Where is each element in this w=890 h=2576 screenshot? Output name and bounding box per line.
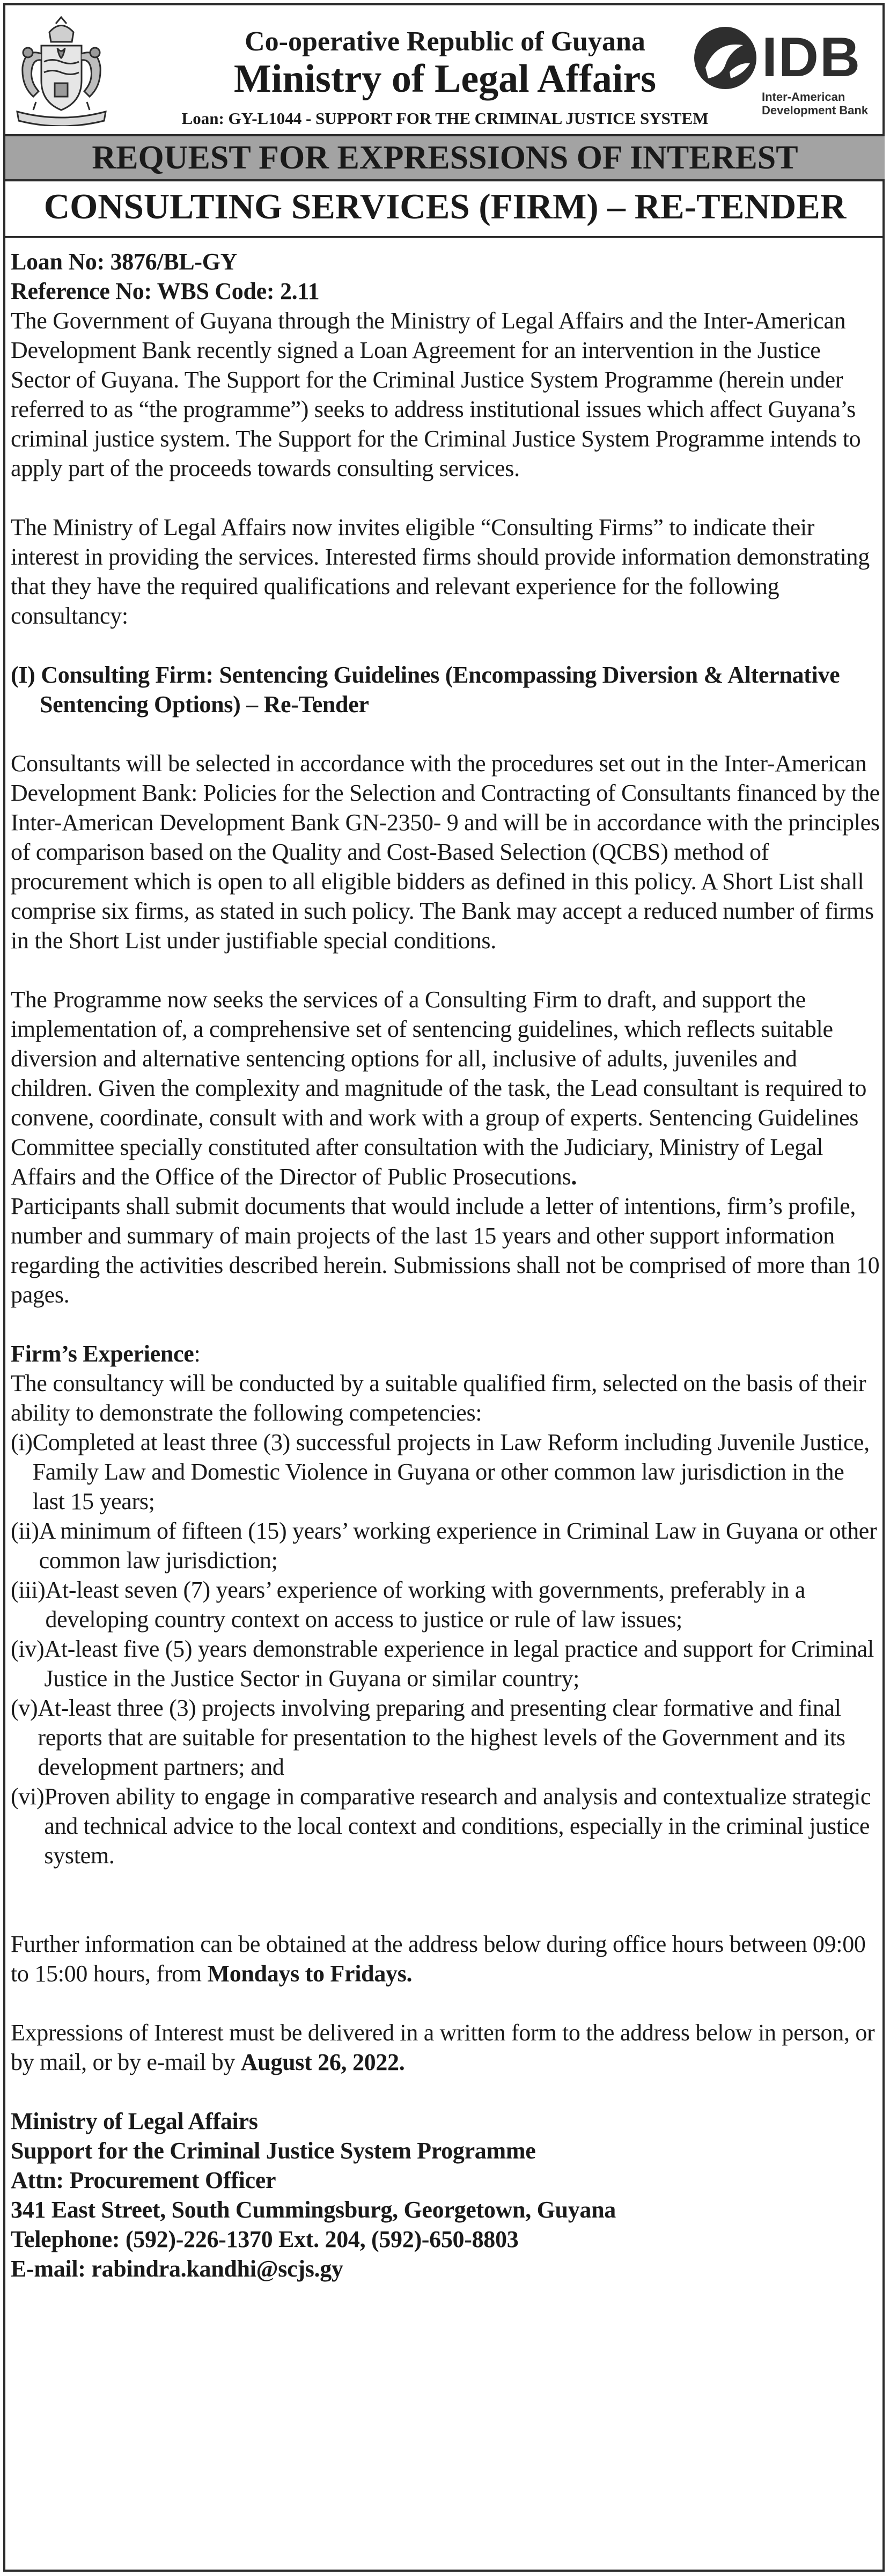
intro-paragraph: The Government of Guyana through the Ministry of Legal Affairs and the Inter-American Development Bank recently signed a Loan Agreement for an intervention in the Justice Sector of Guyana. The Support for the Criminal Justice System Programme (herein under referred to as “the programme”) seeks to address institutional issues which affect Guyana’s criminal justice system. The Support for the Criminal Justice System Programme intends to apply part of the proceeds towards consulting services. <box>11 308 861 481</box>
subtitle: CONSULTING SERVICES (FIRM) – RE-TENDER <box>43 187 847 226</box>
list-item-text: Completed at least three (3) successful projects in Law Reform including Juvenile Justice, Family Law and Domestic Violence in Guyana or other common law jurisdiction in the last 15 years; <box>32 1429 870 1514</box>
divider <box>5 236 885 238</box>
further-info-paragraph <box>11 1929 880 1988</box>
list-item <box>11 1516 880 1575</box>
list-item-number: (i) <box>11 1429 33 1455</box>
programme-period: . <box>571 1163 577 1190</box>
experience-heading-colon: : <box>194 1341 201 1367</box>
office-days: Mondays to Fridays. <box>207 1960 413 1987</box>
list-item-text: At-least three (3) projects involving preparing and presenting clear formative and final reports that are suitable for presentation to the highest levels of the Government and its development partners; and <box>38 1695 845 1780</box>
list-item-number: (iv) <box>11 1636 45 1662</box>
notice-body <box>11 247 880 2284</box>
experience-intro: The consultancy will be conducted by a suitable qualified firm, selected on the basis of their ability to demonstrate the following competencies: <box>11 1370 866 1426</box>
list-item <box>11 1693 880 1782</box>
telephone: Telephone: (592)-226-1370 Ext. 204, (592)-650-8803 <box>11 2226 519 2252</box>
selection-paragraph: Consultants will be selected in accordance with the procedures set out in the Inter-American Development Bank: Policies for the Selection and Contracting of Consultants financed by the Inter-American Development Bank GN-2350- 9 and will be in accordance with the principles of comparison based on the Quality and Cost-Based Selection (QCBS) method of procurement which is open to all eligible bidders as defined in this policy. A Short List shall comprise six firms, as stated in such policy. The Bank may accept a reduced number of firms in the Short List under justifiable special conditions. <box>11 750 880 954</box>
idb-logo-icon <box>692 25 759 92</box>
consultancy-heading: (I) Consulting Firm: Sentencing Guidelines (Encompassing Diversion & Alternative Sentencing Options) – Re-Tender <box>11 662 840 718</box>
ministry-title: Ministry of Legal Affairs <box>233 57 657 101</box>
invite-paragraph: The Ministry of Legal Affairs now invites eligible “Consulting Firms” to indicate their interest in providing the services. Interested firms should provide information demonstrating that they have the required qualifications and relevant experience for the following consultancy: <box>11 514 870 629</box>
list-item-text: At-least seven (7) years’ experience of working with governments, preferably in a developing country context on access to justice or rule of law issues; <box>45 1577 806 1633</box>
competencies-list <box>11 1428 880 1870</box>
experience-heading <box>11 1339 880 1368</box>
list-item-text: At-least five (5) years demonstrable experience in legal practice and support for Criminal Justice in the Justice Sector in Guyana or similar country; <box>44 1636 874 1692</box>
deadline-text: Expressions of Interest must be delivered in a written form to the address below in person, or by mail, or by e-mail by <box>11 2019 875 2075</box>
address-line: Ministry of Legal Affairs <box>11 2108 258 2134</box>
idb-subtitle-line1: Inter-American <box>762 90 845 104</box>
list-item-number: (vi) <box>11 1783 45 1810</box>
deadline-paragraph <box>11 2018 880 2077</box>
list-item-number: (ii) <box>11 1518 39 1544</box>
republic-title: Co-operative Republic of Guyana <box>245 26 645 57</box>
further-info-text: Further information can be obtained at the address below during office hours between 09:00 to 15:00 hours, from <box>11 1931 866 1987</box>
participants-paragraph: Participants shall submit documents that would include a letter of intentions, firm’s profile, number and summary of main projects of the last 15 years and other support information regarding the activities described herein. Submissions shall not be comprised of more than 10 pages. <box>11 1193 880 1308</box>
loan-number: Loan No: 3876/BL-GY <box>11 248 238 275</box>
reference-number: Reference No: WBS Code: 2.11 <box>11 278 320 304</box>
experience-heading-text: Firm’s Experience <box>11 1341 194 1367</box>
address-line: Support for the Criminal Justice System Programme <box>11 2138 536 2164</box>
programme-paragraph <box>11 985 880 1191</box>
idb-subtitle <box>762 90 868 117</box>
list-item-text: A minimum of fifteen (15) years’ working experience in Criminal Law in Guyana or other common law jurisdiction; <box>39 1518 877 1574</box>
email-address: E-mail: rabindra.kandhi@scjs.gy <box>11 2256 343 2282</box>
list-item <box>11 1782 880 1870</box>
header <box>0 0 890 137</box>
list-item-number: (iii) <box>11 1577 46 1603</box>
contact-address <box>11 2106 880 2284</box>
list-item-number: (v) <box>11 1695 38 1721</box>
address-line: 341 East Street, South Cummingsburg, Georgetown, Guyana <box>11 2197 616 2223</box>
title-banner: REQUEST FOR EXPRESSIONS OF INTEREST <box>5 134 885 181</box>
deadline-date: August 26, 2022. <box>240 2049 405 2075</box>
address-line: Attn: Procurement Officer <box>11 2167 276 2193</box>
idb-subtitle-line2: Development Bank <box>762 104 869 117</box>
list-item <box>11 1634 880 1693</box>
list-item <box>11 1575 880 1634</box>
loan-line: Loan: GY-L1044 - SUPPORT FOR THE CRIMINAL JUSTICE SYSTEM <box>181 109 709 128</box>
idb-logo <box>692 20 877 120</box>
list-item-text: Proven ability to engage in comparative research and analysis and contextualize strategic and technical advice to the local context and conditions, especially in the criminal justice system. <box>44 1783 871 1869</box>
idb-wordmark: IDB <box>762 26 862 89</box>
list-item <box>11 1428 880 1516</box>
programme-text: The Programme now seeks the services of a Consulting Firm to draft, and support the implementation of, a comprehensive set of sentencing guidelines, which reflects suitable diversion and alternative sentencing options for all, inclusive of adults, juveniles and children. Given the complexity and magnitude of the task, the Lead consultant is required to convene, coordinate, consult with and work with a group of experts. Sentencing Guidelines Committee specially constituted after consultation with the Judiciary, Ministry of Legal Affairs and the Office of the Director of Public Prosecutions <box>11 986 867 1190</box>
